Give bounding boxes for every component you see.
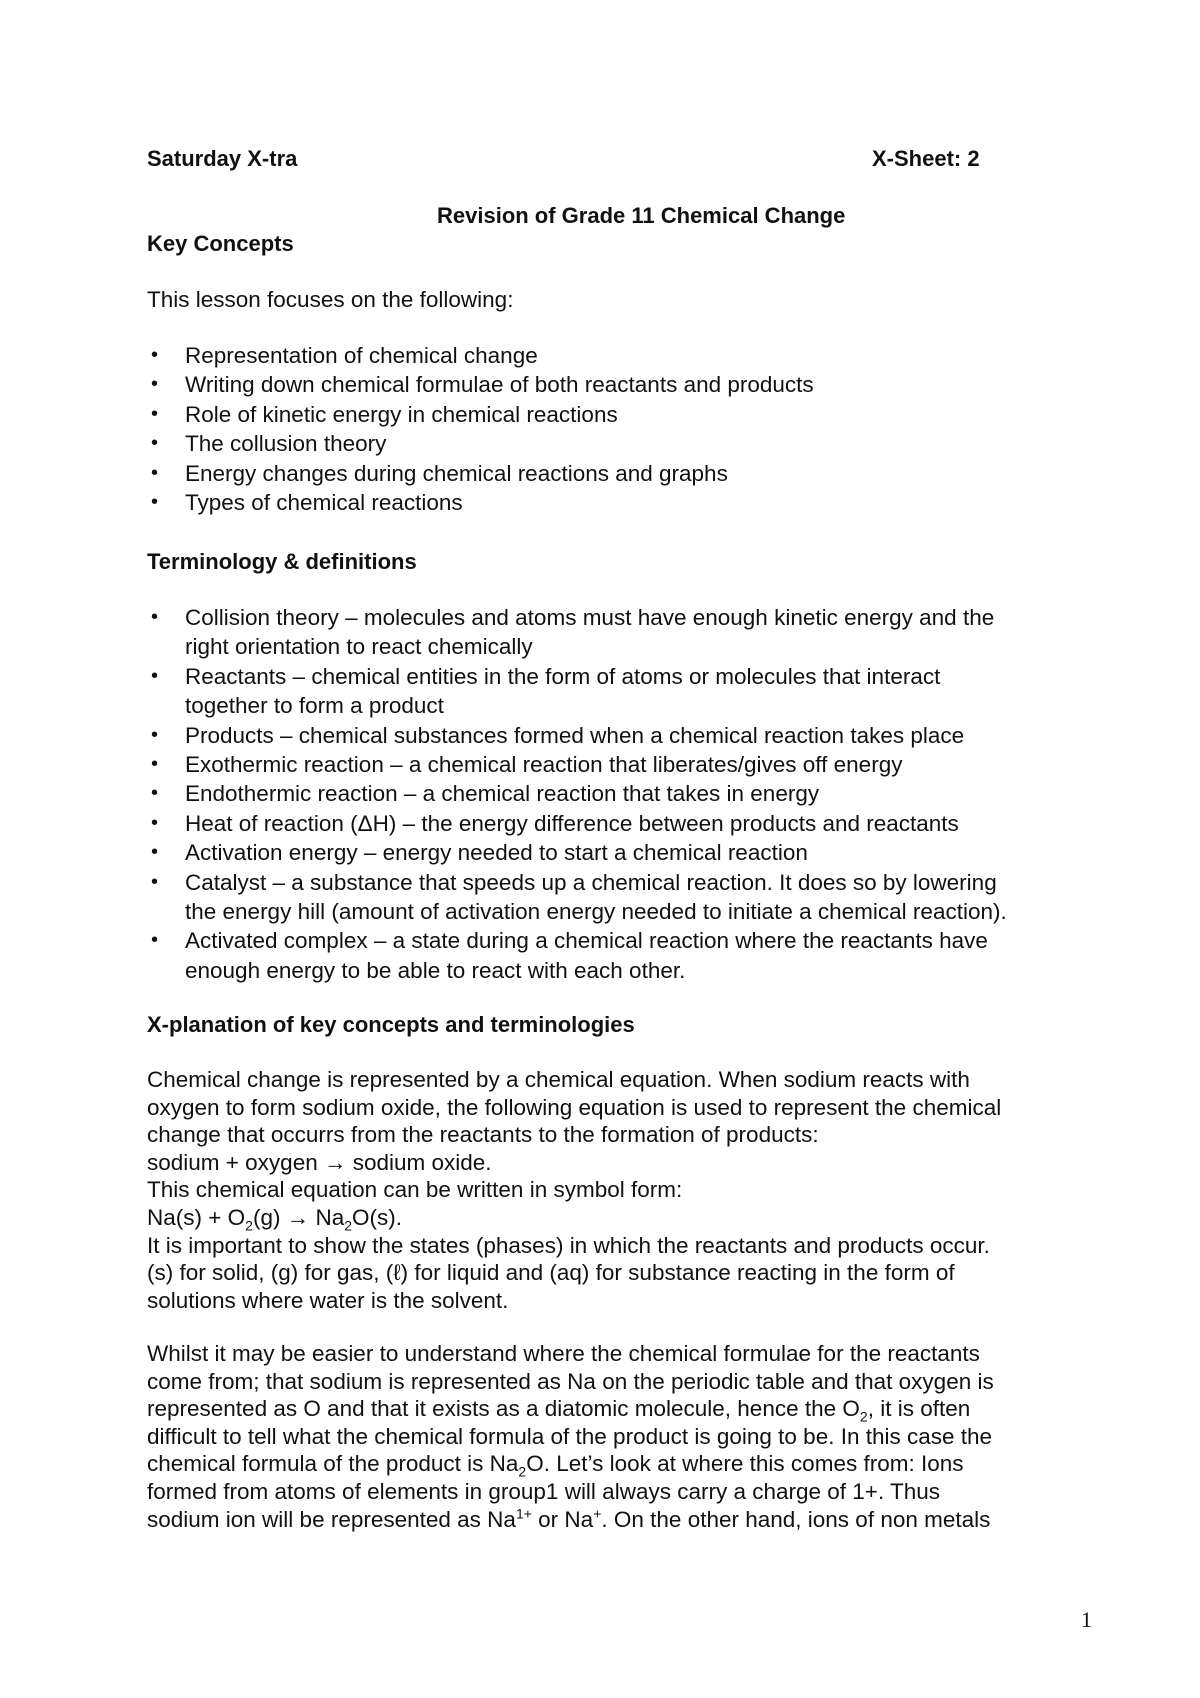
- definition-item: • Collision theory – molecules and atoms must have enough kinetic energy and the right orientation to react chemically: [147, 603, 1087, 662]
- terminology-heading: Terminology & definitions: [147, 549, 417, 574]
- paragraph-line: come from; that sodium is represented as Na on the periodic table and that oxygen is: [147, 1368, 994, 1394]
- paragraph-line: formed from atoms of elements in group1 will always carry a charge of 1+. Thus: [147, 1478, 941, 1504]
- key-concepts-list: [147, 341, 1087, 517]
- paragraph-line: Chemical change is represented by a chemical equation. When sodium reacts with: [147, 1067, 970, 1092]
- terminology-list: [147, 603, 1087, 985]
- definition-item: • Reactants – chemical entities in the form of atoms or molecules that interact together to form a product: [147, 662, 1087, 721]
- list-item: • Writing down chemical formulae of both reactants and products: [147, 370, 1087, 399]
- page-number: 1: [1081, 1607, 1092, 1632]
- definition-item: • Exothermic reaction – a chemical reaction that liberates/gives off energy: [147, 750, 1087, 779]
- paragraph-line: solutions where water is the solvent.: [147, 1287, 509, 1313]
- list-item: • Role of kinetic energy in chemical reactions: [147, 400, 1087, 429]
- paragraph-line: sodium ion will be represented as $Na^{1+}$ or Na+. On the other hand, ions of non metals: [147, 1505, 991, 1532]
- definition-item: • Catalyst – a substance that speeds up a chemical reaction. It does so by lowering the energy hill (amount of activation energy needed to initiate a chemical reaction).: [147, 868, 1087, 927]
- explanation-paragraph-1: [147, 1066, 1077, 1314]
- list-item: • Representation of chemical change: [147, 341, 1087, 370]
- explanation-heading: X-planation of key concepts and terminologies: [147, 1012, 635, 1037]
- word-equation: sodium + oxygen → sodium oxide.: [147, 1149, 492, 1175]
- paragraph-line: oxygen to form sodium oxide, the following equation is used to represent the chemical: [147, 1094, 1002, 1120]
- paragraph-line: chemical formula of the product is $Na_2O$. Let’s look at where this comes from: Ions: [147, 1451, 964, 1480]
- paragraph-line: It is important to show the states (phases) in which the reactants and products occur.: [147, 1232, 990, 1258]
- document-title: Revision of Grade 11 Chemical Change: [437, 203, 846, 228]
- paragraph-line: This chemical equation can be written in symbol form:: [147, 1177, 683, 1203]
- paragraph-line: Whilst it may be easier to understand where the chemical formulae for the reactants: [147, 1341, 980, 1366]
- paragraph-line: (s) for solid, (g) for gas, (ℓ) for liquid and (aq) for substance reacting in the form of: [147, 1260, 955, 1286]
- header-left: Saturday X-tra: [147, 146, 298, 171]
- key-concepts-heading: Key Concepts: [147, 231, 294, 256]
- definition-item: • Activated complex – a state during a chemical reaction where the reactants have enough energy to be able to react with each other.: [147, 926, 1087, 985]
- list-item: • Energy changes during chemical reactions and graphs: [147, 459, 1087, 488]
- list-item: • The collusion theory: [147, 429, 1087, 458]
- definition-item: • Products – chemical substances formed when a chemical reaction takes place: [147, 721, 1087, 750]
- list-item: • Types of chemical reactions: [147, 488, 1087, 517]
- paragraph-line: difficult to tell what the chemical formula of the product is going to be. In this case the: [147, 1423, 993, 1449]
- key-concepts-intro: This lesson focuses on the following:: [147, 287, 514, 312]
- definition-item: • Activation energy – energy needed to start a chemical reaction: [147, 838, 1087, 867]
- symbol-equation: $Na(s) + O_2(g) \to Na_2O(s)$.: [147, 1204, 403, 1234]
- definition-item: • Heat of reaction (ΔH) – the energy difference between products and reactants: [147, 809, 1087, 838]
- paragraph-line: represented as O and that it exists as a diatomic molecule, hence the $O_2$, it is often: [147, 1396, 971, 1425]
- paragraph-line: change that occurrs from the reactants to the formation of products:: [147, 1122, 819, 1148]
- header-right: X-Sheet: 2: [872, 146, 980, 171]
- definition-item: • Endothermic reaction – a chemical reaction that takes in energy: [147, 779, 1087, 808]
- explanation-paragraph-2: [147, 1340, 1077, 1533]
